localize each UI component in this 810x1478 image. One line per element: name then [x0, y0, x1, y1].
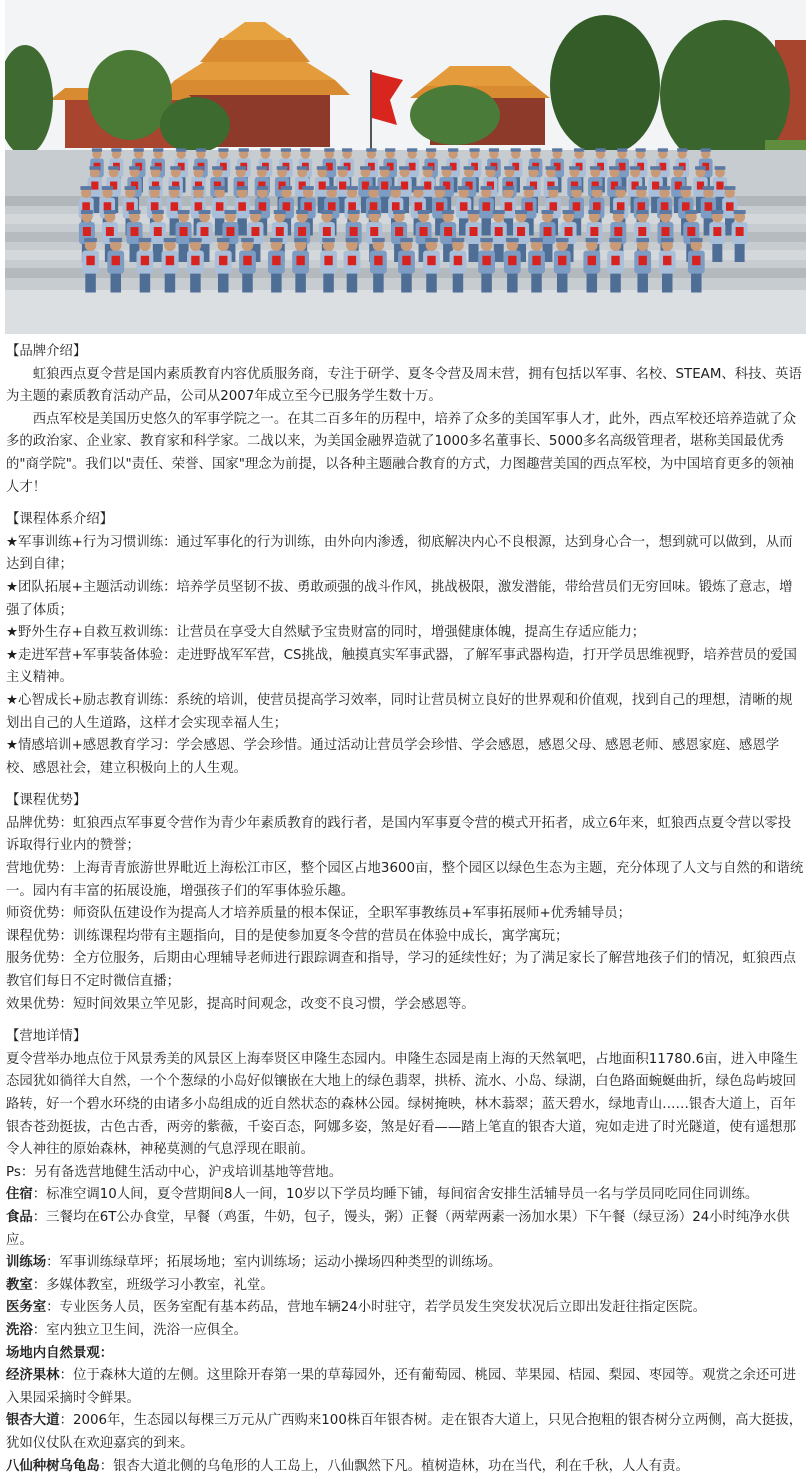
- group-photo: [5, 0, 806, 334]
- scenery-text: ：银杏大道北侧的乌龟形的人工岛上，八仙飘然下凡。植树造林，功在当代，利在千秋，人人有责。: [100, 1459, 689, 1474]
- camp-detail: [6, 1184, 804, 1207]
- scenery-text: ：2006年，生态园以每棵三万元从广西购来100株百年银杏树。走在银杏大道上，只见合抱粗的银杏树分立两侧，高大挺拔，犹如仪仗队在欢迎嘉宾的到来。: [6, 1413, 802, 1451]
- curriculum-item: ★团队拓展+主题活动训练：培养学员坚韧不拔、勇敢顽强的战斗作风，挑战极限，激发潜能，带给营员们无穷回味。锻炼了意志，增强了体质；: [6, 577, 804, 622]
- advantage-item: 营地优势：上海青青旅游世界毗近上海松江市区，整个园区占地3600亩，整个园区以绿色生态为主题，充分体现了人文与自然的和谐统一。园内有丰富的拓展设施，增强孩子们的军事体验乐趣。: [6, 858, 804, 903]
- curriculum-item: ★情感培训+感恩教育学习：学会感恩、学会珍惜。通过活动让营员学会珍惜、学会感恩，感恩父母、感恩老师、感恩家庭、感恩学校、感恩社会，建立积极向上的人生观。: [6, 735, 804, 780]
- curriculum-item: ★野外生存+自救互救训练：让营员在享受大自然赋予宝贵财富的同时，增强健康体魄，提高生存适应能力；: [6, 622, 804, 645]
- curriculum-item: ★心智成长+励志教育训练：系统的培训，使营员提高学习效率，同时让营员树立良好的世界观和价值观，找到自己的理想，清晰的规划出自己的人生道路，这样才会实现幸福人生；: [6, 690, 804, 735]
- camp-detail-label: 教室: [6, 1278, 33, 1293]
- curriculum-item: ★军事训练+行为习惯训练：通过军事化的行为训练，由外向内渗透，彻底解决内心不良根源，达到身心合一，想到就可以做到，从而达到自律；: [6, 532, 804, 577]
- brand-paragraph-1: 虹狼西点夏令营是国内素质教育内容优质服务商，专注于研学、夏冬令营及周末营，拥有包括以军事、名校、STEAM、科技、英语为主题的素质教育活动产品，公司从2007年成立至今已服务学生数十万。: [6, 364, 804, 409]
- camp-detail-label: 医务室: [6, 1300, 46, 1315]
- scenery-heading: 场地内自然景观：: [6, 1343, 804, 1366]
- camp-detail: [6, 1320, 804, 1343]
- scenery-label: 银杏大道: [6, 1413, 60, 1428]
- brand-paragraph-2: 西点军校是美国历史悠久的军事学院之一。在其二百多年的历程中，培养了众多的美国军事人才，此外，西点军校还培养造就了众多的政治家、企业家、教育家和科学家。二战以来，为美国金融界造就了1000多名董事长、5000多名高级管理者，堪称美国最优秀的"商学院"。我们以"责任、荣誉、国家"理念为前提，以各种主题融合教育的方式，力图趣营美国的西点军校，为中国培育更多的领袖人才！: [6, 409, 804, 499]
- camp-detail-text: ：室内独立卫生间，洗浴一应俱全。: [33, 1323, 247, 1338]
- camp-detail: [6, 1275, 804, 1298]
- advantage-item: 服务优势：全方位服务，后期由心理辅导老师进行跟踪调查和指导，学习的延续性好；为了满足家长了解营地孩子们的情况，虹狼西点教官们每日不定时微信直播；: [6, 948, 804, 993]
- camp-detail-label: 训练场: [6, 1255, 46, 1270]
- camp-detail-text: ：三餐均在6T公办食堂，早餐（鸡蛋，牛奶，包子，馒头，粥）正餐（两荤两素一汤加水果）下午餐（绿豆汤）24小时纯净水供应。: [6, 1210, 790, 1248]
- advantage-item: 品牌优势：虹狼西点军事夏令营作为青少年素质教育的践行者，是国内军事夏令营的模式开拓者，成立6年来，虹狼西点夏令营以零投诉取得行业内的赞誉；: [6, 813, 804, 858]
- camp-ps: Ps：另有备选营地健生活动中心，沪戎培训基地等营地。: [6, 1162, 804, 1185]
- camp-intro: 夏令营举办地点位于风景秀美的风景区上海奉贤区申隆生态园内。申隆生态园是南上海的天然氧吧，占地面积11780.6亩，进入申隆生态园犹如徜徉大自然，一个个葱绿的小岛好似镶嵌在大地上的绿色翡翠，拱桥、流水、小岛、绿湖，白色路面蜿蜒曲折，绿色岛屿坡回路转，好一个碧水环绕的由诸多小岛组成的近自然状态的森林公园。绿树掩映，林木蓊翠；蓝天碧水，绿地青山……银杏大道上，百年银杏苍劲挺拔，古色古香，两旁的紫薇，千姿百态，阿娜多姿，煞是好看——踏上笔直的银杏大道，宛如走进了时光隧道，使有遥想那令人神往的原始森林，神秘莫测的气息浮现在眼前。: [6, 1049, 804, 1162]
- camp-detail-text: ：标准空调10人间，夏令营期间8人一间，10岁以下学员均睡下铺，每间宿舍安排生活辅导员一名与学员同吃同住同训练。: [33, 1187, 759, 1202]
- camp-detail-label: 食品: [6, 1210, 33, 1225]
- camp-detail: [6, 1297, 804, 1320]
- article-body: [6, 341, 804, 1478]
- camp-heading: 【营地详情】: [6, 1026, 804, 1049]
- camp-detail-text: ：军事训练绿草坪；拓展场地；室内训练场；运动小操场四种类型的训练场。: [46, 1255, 501, 1270]
- advantages-heading: 【课程优势】: [6, 790, 804, 813]
- scenery-item: [6, 1365, 804, 1410]
- advantage-item: 师资优势：师资队伍建设作为提高人才培养质量的根本保证，全职军事教练员+军事拓展师+优秀辅导员；: [6, 903, 804, 926]
- camp-detail-text: ：专业医务人员，医务室配有基本药品，营地车辆24小时驻守，若学员发生突发状况后立即出发赶往指定医院。: [46, 1300, 706, 1315]
- advantage-item: 效果优势：短时间效果立竿见影，提高时间观念，改变不良习惯，学会感恩等。: [6, 994, 804, 1017]
- scenery-text: ：位于森林大道的左侧。这里除开春第一果的草莓园外，还有葡萄园、桃园、苹果园、桔园、梨园、枣园等。观赏之余还可进入果园采摘时令鲜果。: [6, 1368, 796, 1406]
- camp-detail-label: 洗浴: [6, 1323, 33, 1338]
- curriculum-heading: 【课程体系介绍】: [6, 509, 804, 532]
- advantage-item: 课程优势：训练课程均带有主题指向，目的是使参加夏冬令营的营员在体验中成长，寓学寓玩；: [6, 926, 804, 949]
- scenery-item: [6, 1456, 804, 1478]
- scenery-item: [6, 1410, 804, 1455]
- camp-detail-label: 住宿: [6, 1187, 33, 1202]
- camp-detail: [6, 1207, 804, 1252]
- brand-heading: 【品牌介绍】: [6, 341, 804, 364]
- camp-detail-text: ：多媒体教室，班级学习小教室，礼堂。: [33, 1278, 274, 1293]
- curriculum-item: ★走进军营+军事装备体验：走进野战军军营，CS挑战，触摸真实军事武器，了解军事武器构造，打开学员思维视野，培养营员的爱国主义精神。: [6, 645, 804, 690]
- scenery-label: 经济果林: [6, 1368, 60, 1383]
- camp-detail: [6, 1252, 804, 1275]
- scenery-label: 八仙种树乌龟岛: [6, 1459, 100, 1474]
- group-photo-illustration: [5, 0, 806, 334]
